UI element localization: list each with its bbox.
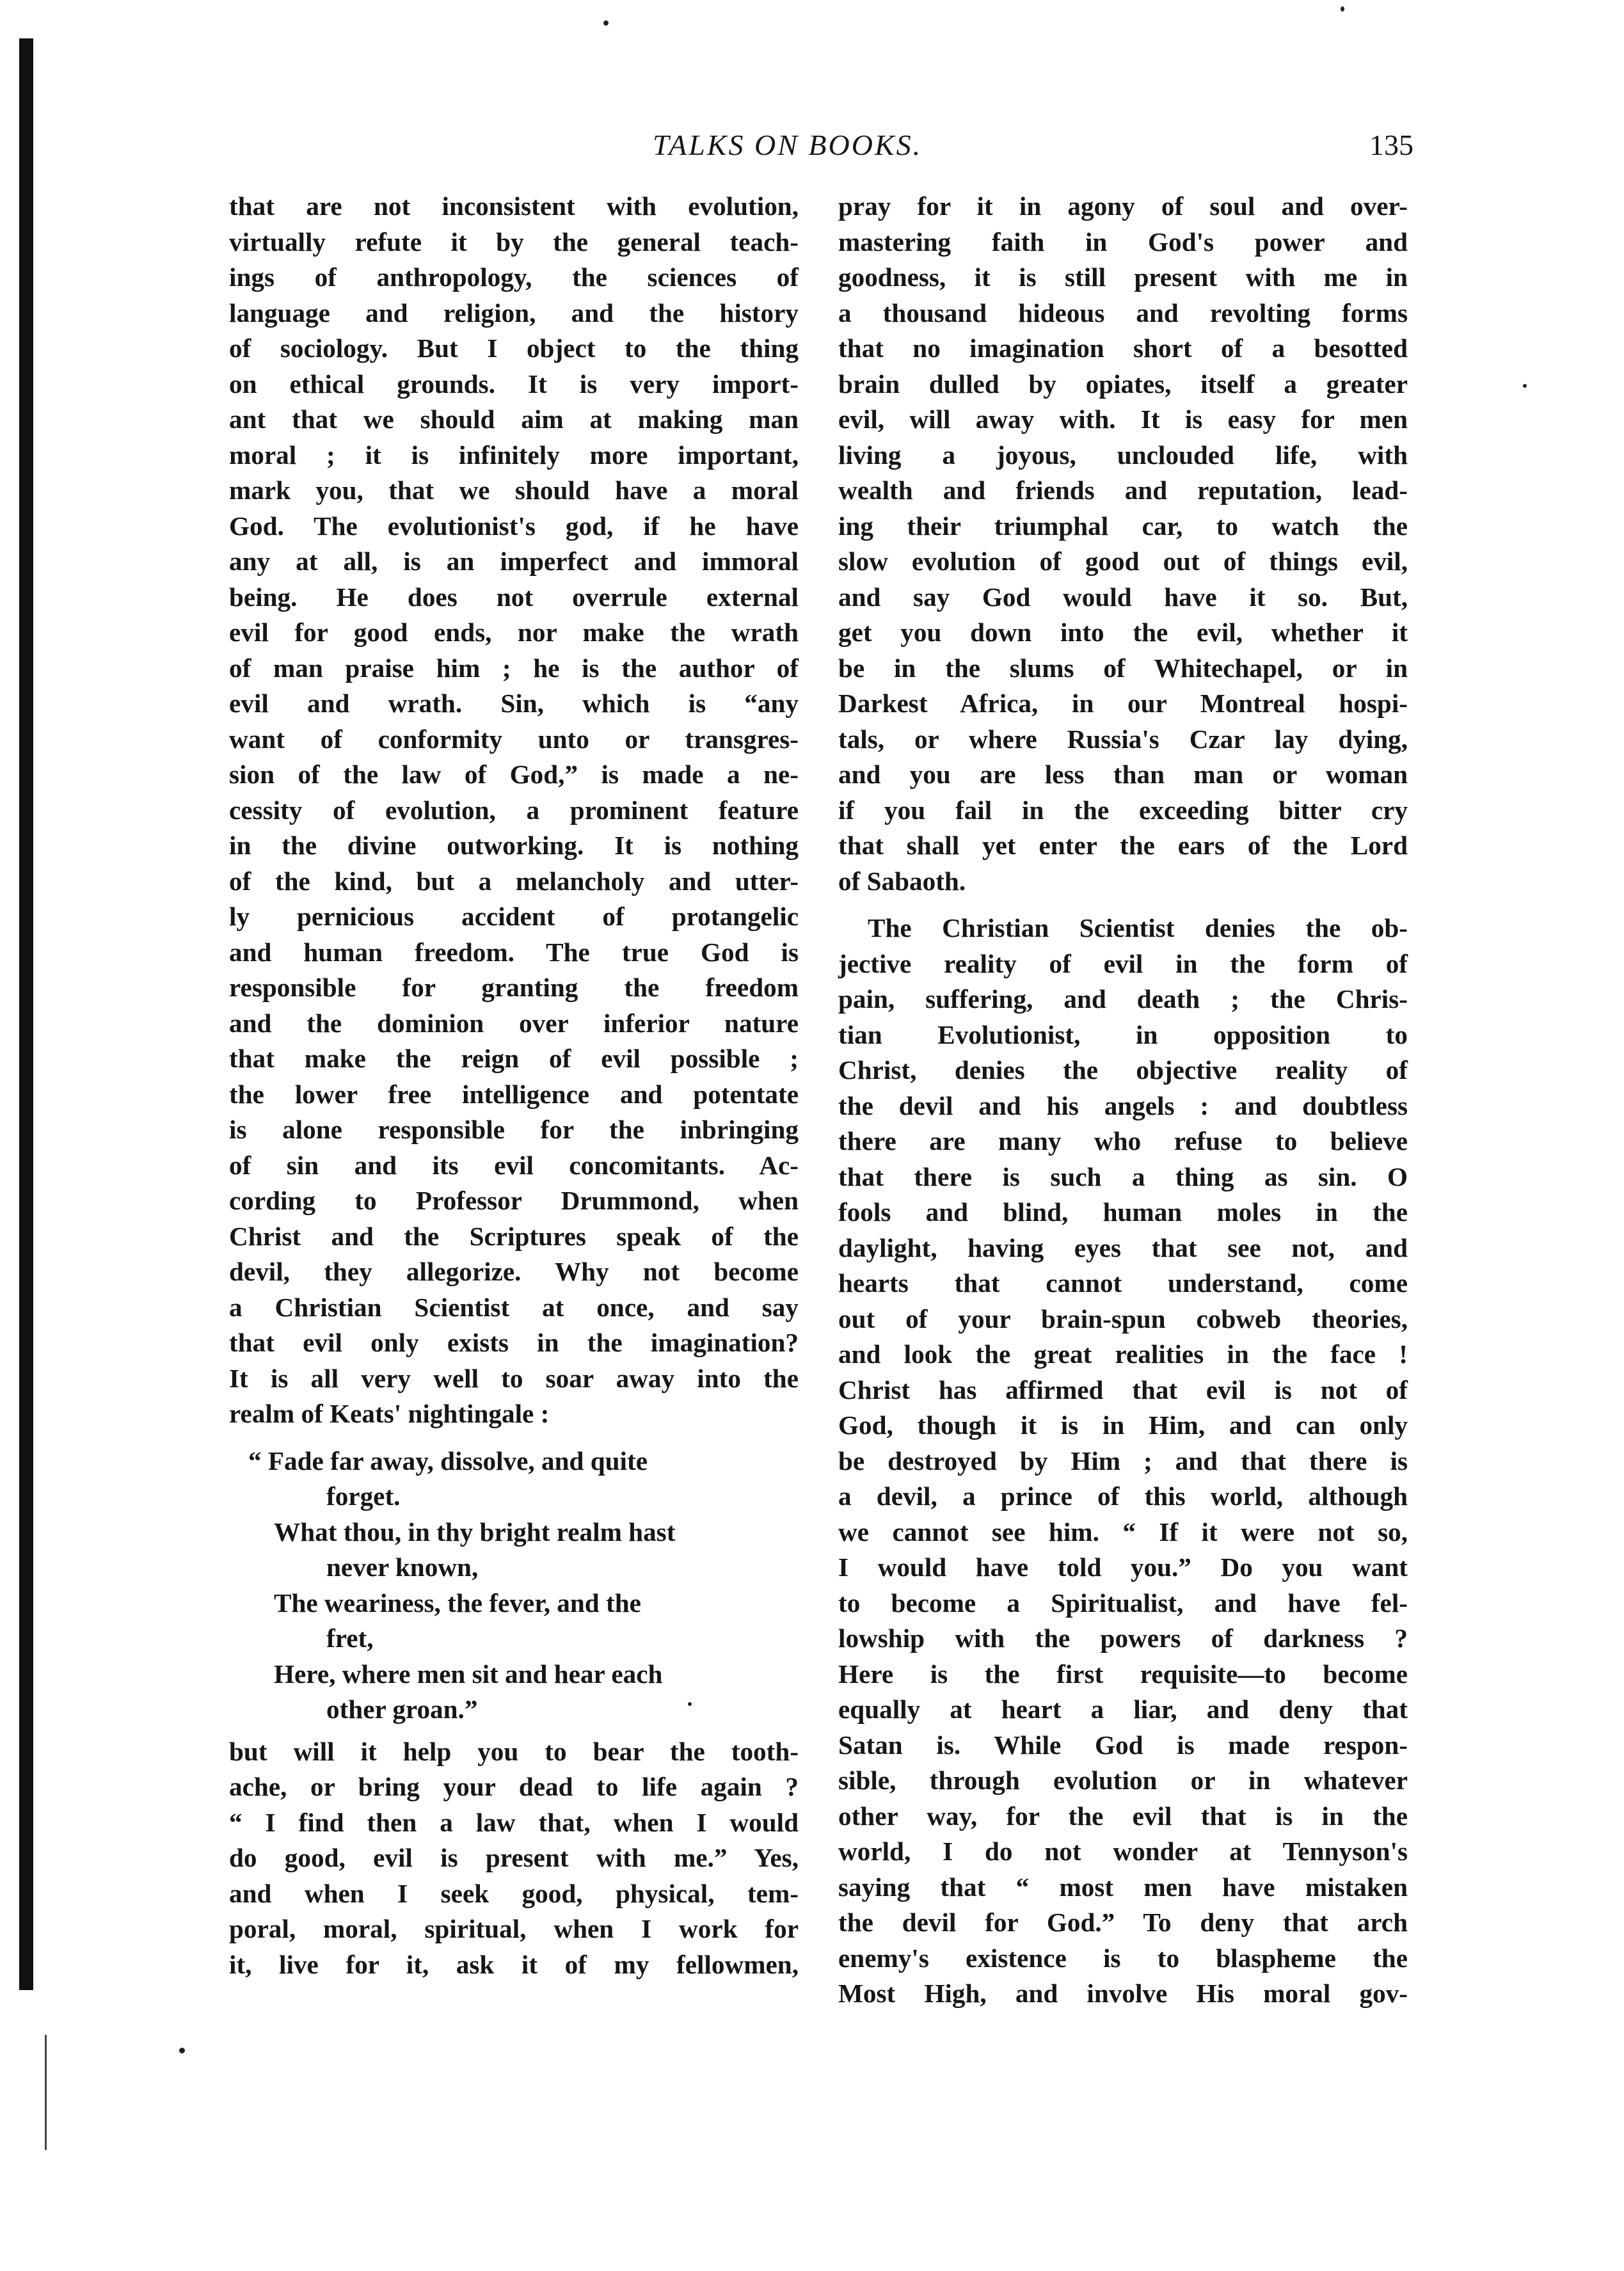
text-line: do good, evil is present with me.” Yes,	[229, 1843, 799, 1872]
text-line: of the kind, but a melancholy and utter-	[229, 866, 799, 896]
binding-edge-mark	[45, 2035, 47, 2150]
text-line: of man praise him ; he is the author of	[229, 653, 799, 683]
text-line: realm of Keats' nightingale :	[229, 1399, 550, 1428]
text-line: Here is the first requisite—to become	[838, 1659, 1408, 1689]
text-line: we cannot see him. “ If it were not so,	[838, 1517, 1408, 1547]
print-speck	[603, 20, 609, 26]
text-line: God, though it is in Him, and can only	[838, 1410, 1408, 1440]
running-head: TALKS ON BOOKS.	[653, 129, 923, 161]
text-line: world, I do not wonder at Tennyson's	[838, 1837, 1408, 1866]
text-line: tals, or where Russia's Czar lay dying,	[838, 724, 1408, 754]
text-line: mastering faith in God's power and	[838, 227, 1408, 257]
text-line: brain dulled by opiates, itself a greater	[838, 369, 1408, 399]
text-line: pain, suffering, and death ; the Chris-	[838, 984, 1408, 1014]
text-line: and say God would have it so. But,	[838, 582, 1408, 612]
text-line: in the divine outworking. It is nothing	[229, 831, 799, 860]
left-paragraph-1	[229, 189, 799, 1432]
text-line: but will it help you to bear the tooth-	[229, 1736, 799, 1766]
text-line: of sin and its evil concomitants. Ac-	[229, 1150, 799, 1180]
text-line: get you down into the evil, whether it	[838, 618, 1408, 647]
text-line: it, live for it, ask it of my fellowmen,	[229, 1949, 799, 1979]
text-line: pray for it in agony of soul and over-	[838, 191, 1408, 221]
text-line: there are many who refuse to believe	[838, 1126, 1408, 1156]
text-line: Christ and the Scriptures speak of the	[229, 1221, 799, 1251]
print-speck	[1341, 6, 1344, 12]
text-line: ly pernicious accident of protangelic	[229, 902, 799, 931]
text-line: any at all, is an imperfect and immoral	[229, 546, 799, 576]
text-line: God. The evolutionist's god, if he have	[229, 511, 799, 541]
text-line: ache, or bring your dead to life again ?	[229, 1772, 799, 1801]
verse-line: What thou, in thy bright realm hast	[274, 1517, 676, 1547]
text-line: Darkest Africa, in our Montreal hospi-	[838, 689, 1408, 718]
text-line: and look the great realities in the face !	[838, 1339, 1408, 1369]
right-paragraph-2	[838, 911, 1408, 2012]
right-column	[838, 189, 1408, 2012]
text-line: Most High, and involve His moral gov-	[838, 1979, 1408, 2008]
text-line: sible, through evolution or in whatever	[838, 1765, 1408, 1795]
text-line: other way, for the evil that is in the	[838, 1801, 1408, 1831]
binding-edge	[19, 38, 33, 1990]
text-line: jective reality of evil in the form of	[838, 948, 1408, 978]
text-line: goodness, it is still present with me in	[838, 262, 1408, 292]
text-line: The Christian Scientist denies the ob-	[868, 913, 1408, 943]
text-line: Christ has affirmed that evil is not of	[838, 1375, 1408, 1405]
text-line: of Sabaoth.	[838, 866, 966, 896]
text-line: be in the slums of Whitechapel, or in	[838, 653, 1408, 683]
verse-line: The weariness, the fever, and the	[274, 1588, 641, 1618]
text-line: poral, moral, spiritual, when I work for	[229, 1914, 799, 1943]
verse-block	[229, 1444, 799, 1728]
spacer	[229, 1728, 799, 1734]
text-line: that make the reign of evil possible ;	[229, 1044, 799, 1073]
text-line: and you are less than man or woman	[838, 760, 1408, 789]
text-line: I would have told you.” Do you want	[838, 1552, 1408, 1582]
text-line: that there is such a thing as sin. O	[838, 1161, 1408, 1191]
text-line: “ I find then a law that, when I would	[229, 1807, 799, 1837]
text-line: Satan is. While God is made respon-	[838, 1730, 1408, 1760]
text-line: of sociology. But I object to the thing	[229, 333, 799, 363]
text-line: Christ, denies the objective reality of	[838, 1055, 1408, 1085]
spacer	[229, 1432, 799, 1444]
text-line: that no imagination short of a besotted	[838, 333, 1408, 363]
print-speck	[1523, 384, 1527, 388]
text-line: lowship with the powers of darkness ?	[838, 1623, 1408, 1653]
text-line: the devil for God.” To deny that arch	[838, 1908, 1408, 1937]
text-line: to become a Spiritualist, and have fel-	[838, 1588, 1408, 1618]
text-line: cording to Professor Drummond, when	[229, 1186, 799, 1215]
text-line: the lower free intelligence and potentate	[229, 1079, 799, 1109]
text-line: want of conformity unto or transgres-	[229, 724, 799, 754]
right-paragraph-1	[838, 189, 1408, 899]
text-line: virtually refute it by the general teach-	[229, 227, 799, 257]
text-line: devil, they allegorize. Why not become	[229, 1257, 799, 1286]
verse-line: Here, where men sit and hear each	[274, 1659, 663, 1689]
text-line: wealth and friends and reputation, lead-	[838, 475, 1408, 505]
left-column	[229, 189, 799, 1982]
text-line: slow evolution of good out of things evil,	[838, 546, 1408, 576]
text-line: ing their triumphal car, to watch the	[838, 511, 1408, 541]
text-line: enemy's existence is to blaspheme the	[838, 1943, 1408, 1973]
text-line: responsible for granting the freedom	[229, 973, 799, 1002]
text-line: tian Evolutionist, in opposition to	[838, 1019, 1408, 1049]
text-line: ant that we should aim at making man	[229, 404, 799, 434]
page-number: 135	[1369, 129, 1413, 161]
print-speck	[179, 2048, 185, 2053]
text-line: that evil only exists in the imagination?	[229, 1328, 799, 1357]
text-line: moral ; it is infinitely more important,	[229, 440, 799, 470]
verse-line: “ Fade far away, dissolve, and quite	[248, 1446, 648, 1476]
print-speck	[688, 1702, 692, 1706]
verse-line: forget.	[326, 1481, 401, 1511]
text-line: It is all very well to soar away into the	[229, 1363, 799, 1393]
text-line: the devil and his angels : and doubtless	[838, 1090, 1408, 1120]
text-line: saying that “ most men have mistaken	[838, 1872, 1408, 1902]
text-line: living a joyous, unclouded life, with	[838, 440, 1408, 470]
text-line: if you fail in the exceeding bitter cry	[838, 795, 1408, 825]
verse-line: other groan.”	[326, 1694, 478, 1724]
text-line: mark you, that we should have a moral	[229, 475, 799, 505]
text-line: being. He does not overrule external	[229, 582, 799, 612]
text-line: out of your brain-spun cobweb theories,	[838, 1303, 1408, 1334]
text-line: a thousand hideous and revolting forms	[838, 298, 1408, 328]
text-line: that shall yet enter the ears of the Lord	[838, 831, 1408, 860]
text-line: daylight, having eyes that see not, and	[838, 1232, 1408, 1263]
text-line: fools and blind, human moles in the	[838, 1197, 1408, 1227]
text-line: on ethical grounds. It is very import-	[229, 369, 799, 399]
text-line: and human freedom. The true God is	[229, 937, 799, 967]
text-line: that are not inconsistent with evolution,	[229, 191, 799, 221]
text-line: ings of anthropology, the sciences of	[229, 262, 799, 292]
text-line: and when I seek good, physical, tem-	[229, 1878, 799, 1908]
text-line: evil, will away with. It is easy for men	[838, 404, 1408, 434]
spacer	[838, 899, 1408, 911]
text-line: and the dominion over inferior nature	[229, 1008, 799, 1038]
left-paragraph-2	[229, 1734, 799, 1983]
text-line: sion of the law of God,” is made a ne-	[229, 760, 799, 789]
verse-line: fret,	[326, 1623, 374, 1653]
text-line: language and religion, and the history	[229, 298, 799, 328]
text-line: a devil, a prince of this world, although	[838, 1481, 1408, 1511]
text-line: evil and wrath. Sin, which is “any	[229, 689, 799, 718]
verse-line: never known,	[326, 1552, 479, 1582]
text-line: be destroyed by Him ; and that there is	[838, 1446, 1408, 1476]
text-line: cessity of evolution, a prominent feature	[229, 795, 799, 825]
text-line: hearts that cannot understand, come	[838, 1268, 1408, 1298]
text-line: a Christian Scientist at once, and say	[229, 1292, 799, 1322]
text-line: is alone responsible for the inbringing	[229, 1115, 799, 1144]
text-line: equally at heart a liar, and deny that	[838, 1694, 1408, 1724]
text-line: evil for good ends, nor make the wrath	[229, 618, 799, 647]
